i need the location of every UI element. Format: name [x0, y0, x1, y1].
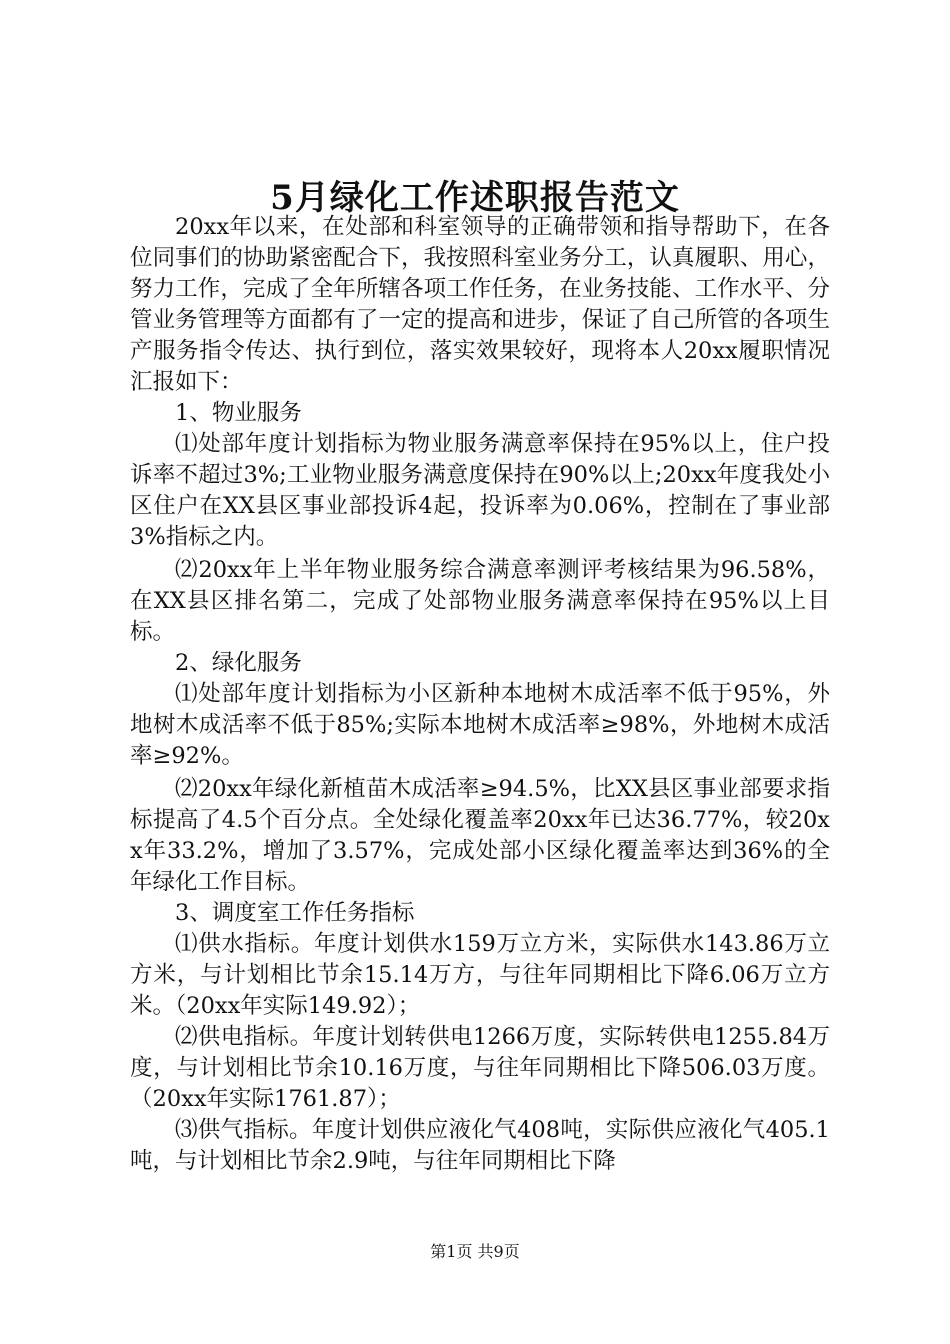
- dispatch-item-electricity: ⑵供电指标。年度计划转供电1266万度，实际转供电1255.84万度，与计划相比节余10.16万度，与往年同期相比下降506.03万度。（20xx年实际1761.87）；: [130, 1024, 830, 1112]
- dispatch-item-gas: ⑶供气指标。年度计划供应液化气408吨，实际供应液化气405.1吨，与计划相比节余2.9吨，与往年同期相比下降: [130, 1117, 830, 1174]
- greening-service-item-2: ⑵20xx年绿化新植苗木成活率≥94.5%，比XX县区事业部要求指标提高了4.5个百分点。全处绿化覆盖率20xx年已达36.77%，较20xx年33.2%，增加了3.57%，完成处部小区绿化覆盖率达到36%的全年绿化工作目标。: [130, 776, 830, 895]
- section-heading-greening-service: 2、绿化服务: [175, 650, 302, 676]
- document-title: 5月绿化工作述职报告范文: [270, 178, 680, 218]
- property-service-item-2: ⑵20xx年上半年物业服务综合满意率测评考核结果为96.58%，在XX县区排名第二，完成了处部物业服务满意率保持在95%以上目标。: [130, 557, 830, 645]
- property-service-item-1: ⑴处部年度计划指标为物业服务满意率保持在95%以上，住户投诉率不超过3%;工业物业服务满意度保持在90%以上;20xx年度我处小区住户在XX县区事业部投诉4起，投诉率为0.06%，控制在了事业部3%指标之内。: [130, 431, 830, 550]
- dispatch-item-water: ⑴供水指标。年度计划供水159万立方米，实际供水143.86万立方米，与计划相比节余15.14万方，与往年同期相比下降6.06万立方米。（20xx年实际149.92）；: [130, 931, 830, 1019]
- document-body: [130, 212, 830, 1177]
- page-number-footer: 第1页 共9页: [430, 1242, 520, 1261]
- greening-service-item-1: ⑴处部年度计划指标为小区新种本地树木成活率不低于95%，外地树木成活率不低于85%;实际本地树木成活率≥98%，外地树木成活率≥92%。: [130, 681, 830, 769]
- intro-paragraph: 20xx年以来，在处部和科室领导的正确带领和指导帮助下，在各位同事们的协助紧密配合下，我按照科室业务分工，认真履职、用心，努力工作，完成了全年所辖各项工作任务，在业务技能、工作水平、分管业务管理等方面都有了一定的提高和进步，保证了自己所管的各项生产服务指令传达、执行到位，落实效果较好，现将本人20xx履职情况汇报如下：: [130, 214, 830, 395]
- section-heading-dispatch-tasks: 3、调度室工作任务指标: [175, 900, 415, 926]
- section-heading-property-service: 1、物业服务: [175, 400, 302, 426]
